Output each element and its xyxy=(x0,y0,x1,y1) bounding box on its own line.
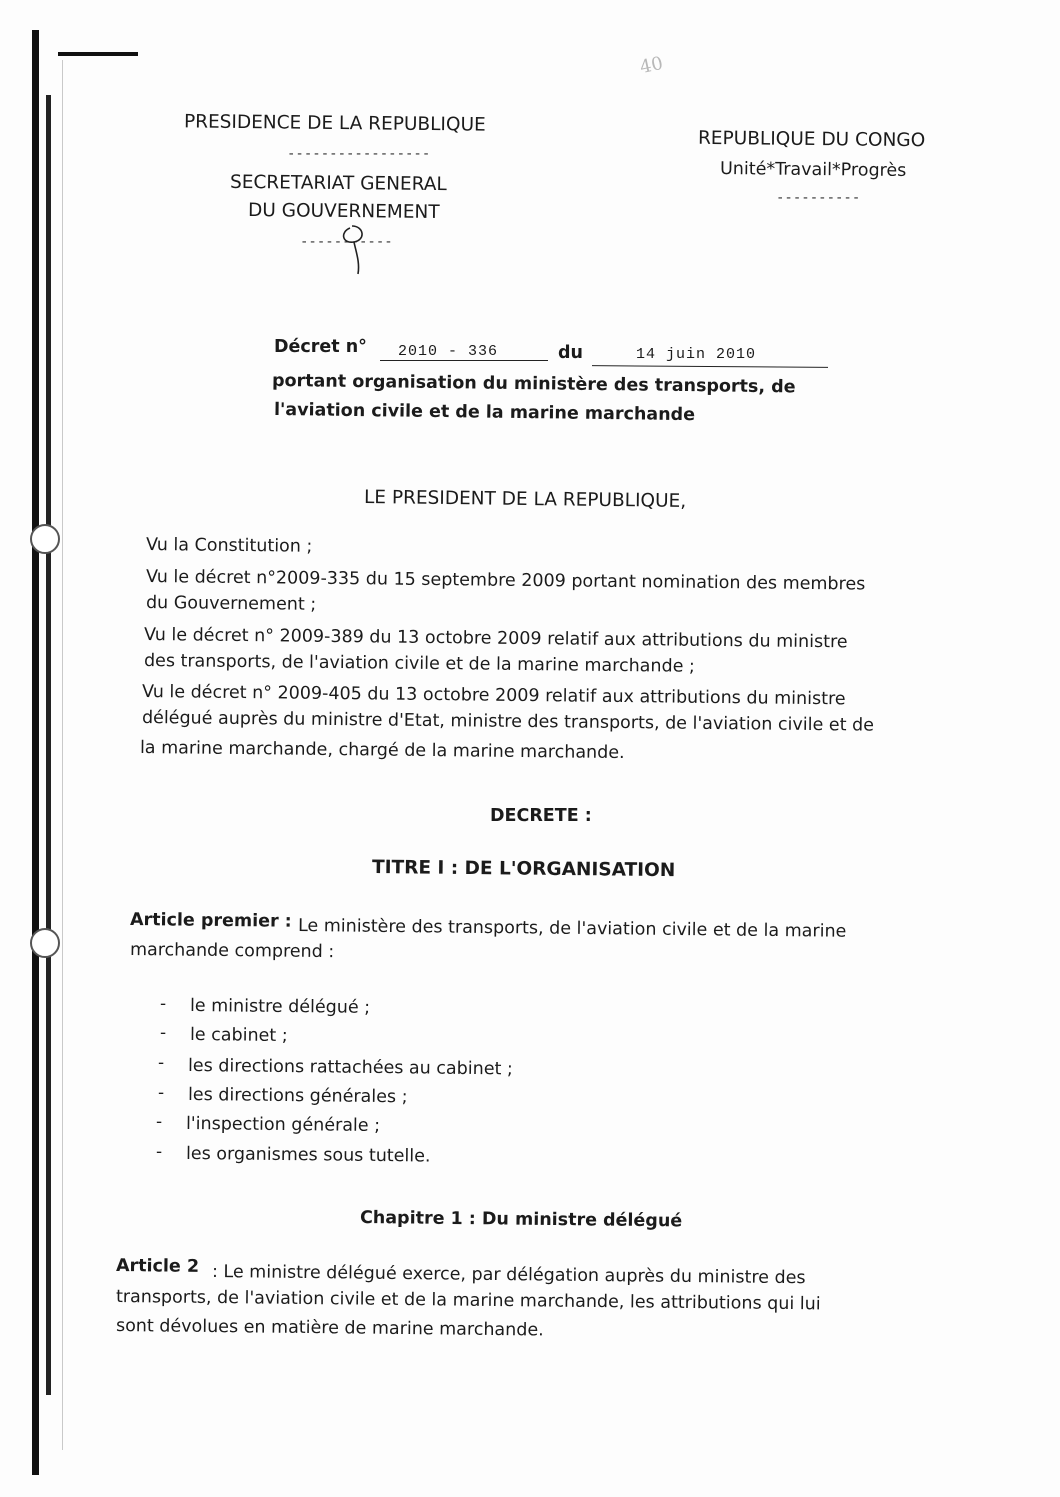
visa-line: Vu le décret n° 2009-389 du 13 octobre 2009 relatif aux attributions du ministre xyxy=(143,625,848,653)
list-bullet: - xyxy=(160,994,167,1014)
visa-line: des transports, de l'aviation civile et de la marine marchande ; xyxy=(143,651,695,677)
visa-line: délégué auprès du ministre d'Etat, ministre des transports, de l'aviation civile et de xyxy=(141,708,875,736)
article-2-text: : Le ministre délégué exerce, par délégation auprès du ministre des xyxy=(211,1262,806,1289)
decree-subject-line: l'aviation civile et de la marine marchande xyxy=(273,400,696,426)
visa-line: la marine marchande, chargé de la marine marchande. xyxy=(139,738,625,764)
list-bullet: - xyxy=(158,1053,165,1073)
punch-hole xyxy=(30,524,60,554)
header-separator: ----------------- xyxy=(287,146,431,162)
decree-date-underline xyxy=(592,365,828,368)
list-bullet: - xyxy=(156,1112,163,1132)
decrete-heading: DECRETE : xyxy=(490,806,592,826)
header-country: REPUBLIQUE DU CONGO xyxy=(697,127,926,152)
list-item: le ministre délégué ; xyxy=(189,996,371,1018)
list-item: le cabinet ; xyxy=(189,1025,288,1047)
binding-edge xyxy=(32,30,39,1475)
decree-prefix: Décret n° xyxy=(274,337,367,357)
list-bullet: - xyxy=(160,1023,167,1043)
visa-line: du Gouvernement ; xyxy=(145,593,317,615)
article-1-text: marchande comprend : xyxy=(129,940,335,963)
header-motto: Unité*Travail*Progrès xyxy=(719,159,907,181)
list-item: les directions rattachées au cabinet ; xyxy=(187,1056,513,1080)
article-2-text: transports, de l'aviation civile et de la marine marchande, les attributions qui lui xyxy=(115,1287,821,1315)
header-presidence: PRESIDENCE DE LA REPUBLIQUE xyxy=(183,111,486,136)
titre-heading: TITRE I : DE L'ORGANISATION xyxy=(371,857,676,882)
binding-tab xyxy=(58,52,138,56)
decree-du: du xyxy=(558,343,583,363)
list-item: les organismes sous tutelle. xyxy=(185,1144,431,1167)
list-bullet: - xyxy=(156,1142,163,1162)
article-1-text: Le ministère des transports, de l'aviation civile et de la marine xyxy=(297,916,847,942)
pencil-page-number: 40 xyxy=(638,52,665,79)
handwritten-initial xyxy=(336,218,376,278)
visa-line: Vu la Constitution ; xyxy=(145,535,313,557)
article-1-label: Article premier : xyxy=(129,910,292,932)
list-item: l'inspection générale ; xyxy=(185,1114,381,1137)
binding-edge-inner xyxy=(46,95,51,1395)
decree-number: 2010 - 336 xyxy=(398,343,499,360)
chapitre-heading: Chapitre 1 : Du ministre délégué xyxy=(359,1208,683,1232)
list-item: les directions générales ; xyxy=(187,1085,408,1108)
header-gouvernement: DU GOUVERNEMENT xyxy=(247,199,440,224)
decree-subject-line: portant organisation du ministère des transports, de xyxy=(271,371,796,398)
header-separator: ----------- xyxy=(300,234,393,250)
header-secretariat: SECRETARIAT GENERAL xyxy=(229,171,447,196)
decree-date: 14 juin 2010 xyxy=(636,346,757,363)
president-heading: LE PRESIDENT DE LA REPUBLIQUE, xyxy=(363,487,687,512)
margin-line xyxy=(62,60,63,1450)
article-2-label: Article 2 xyxy=(115,1256,200,1277)
header-separator: ---------- xyxy=(776,190,861,206)
punch-hole xyxy=(30,928,60,958)
article-2-text: sont dévolues en matière de marine marchande. xyxy=(115,1316,544,1341)
decree-number-underline xyxy=(380,360,548,361)
visa-line: Vu le décret n° 2009-405 du 13 octobre 2009 relatif aux attributions du ministre xyxy=(141,682,846,710)
visa-line: Vu le décret n°2009-335 du 15 septembre 2009 portant nomination des membres xyxy=(145,567,866,595)
list-bullet: - xyxy=(158,1083,165,1103)
